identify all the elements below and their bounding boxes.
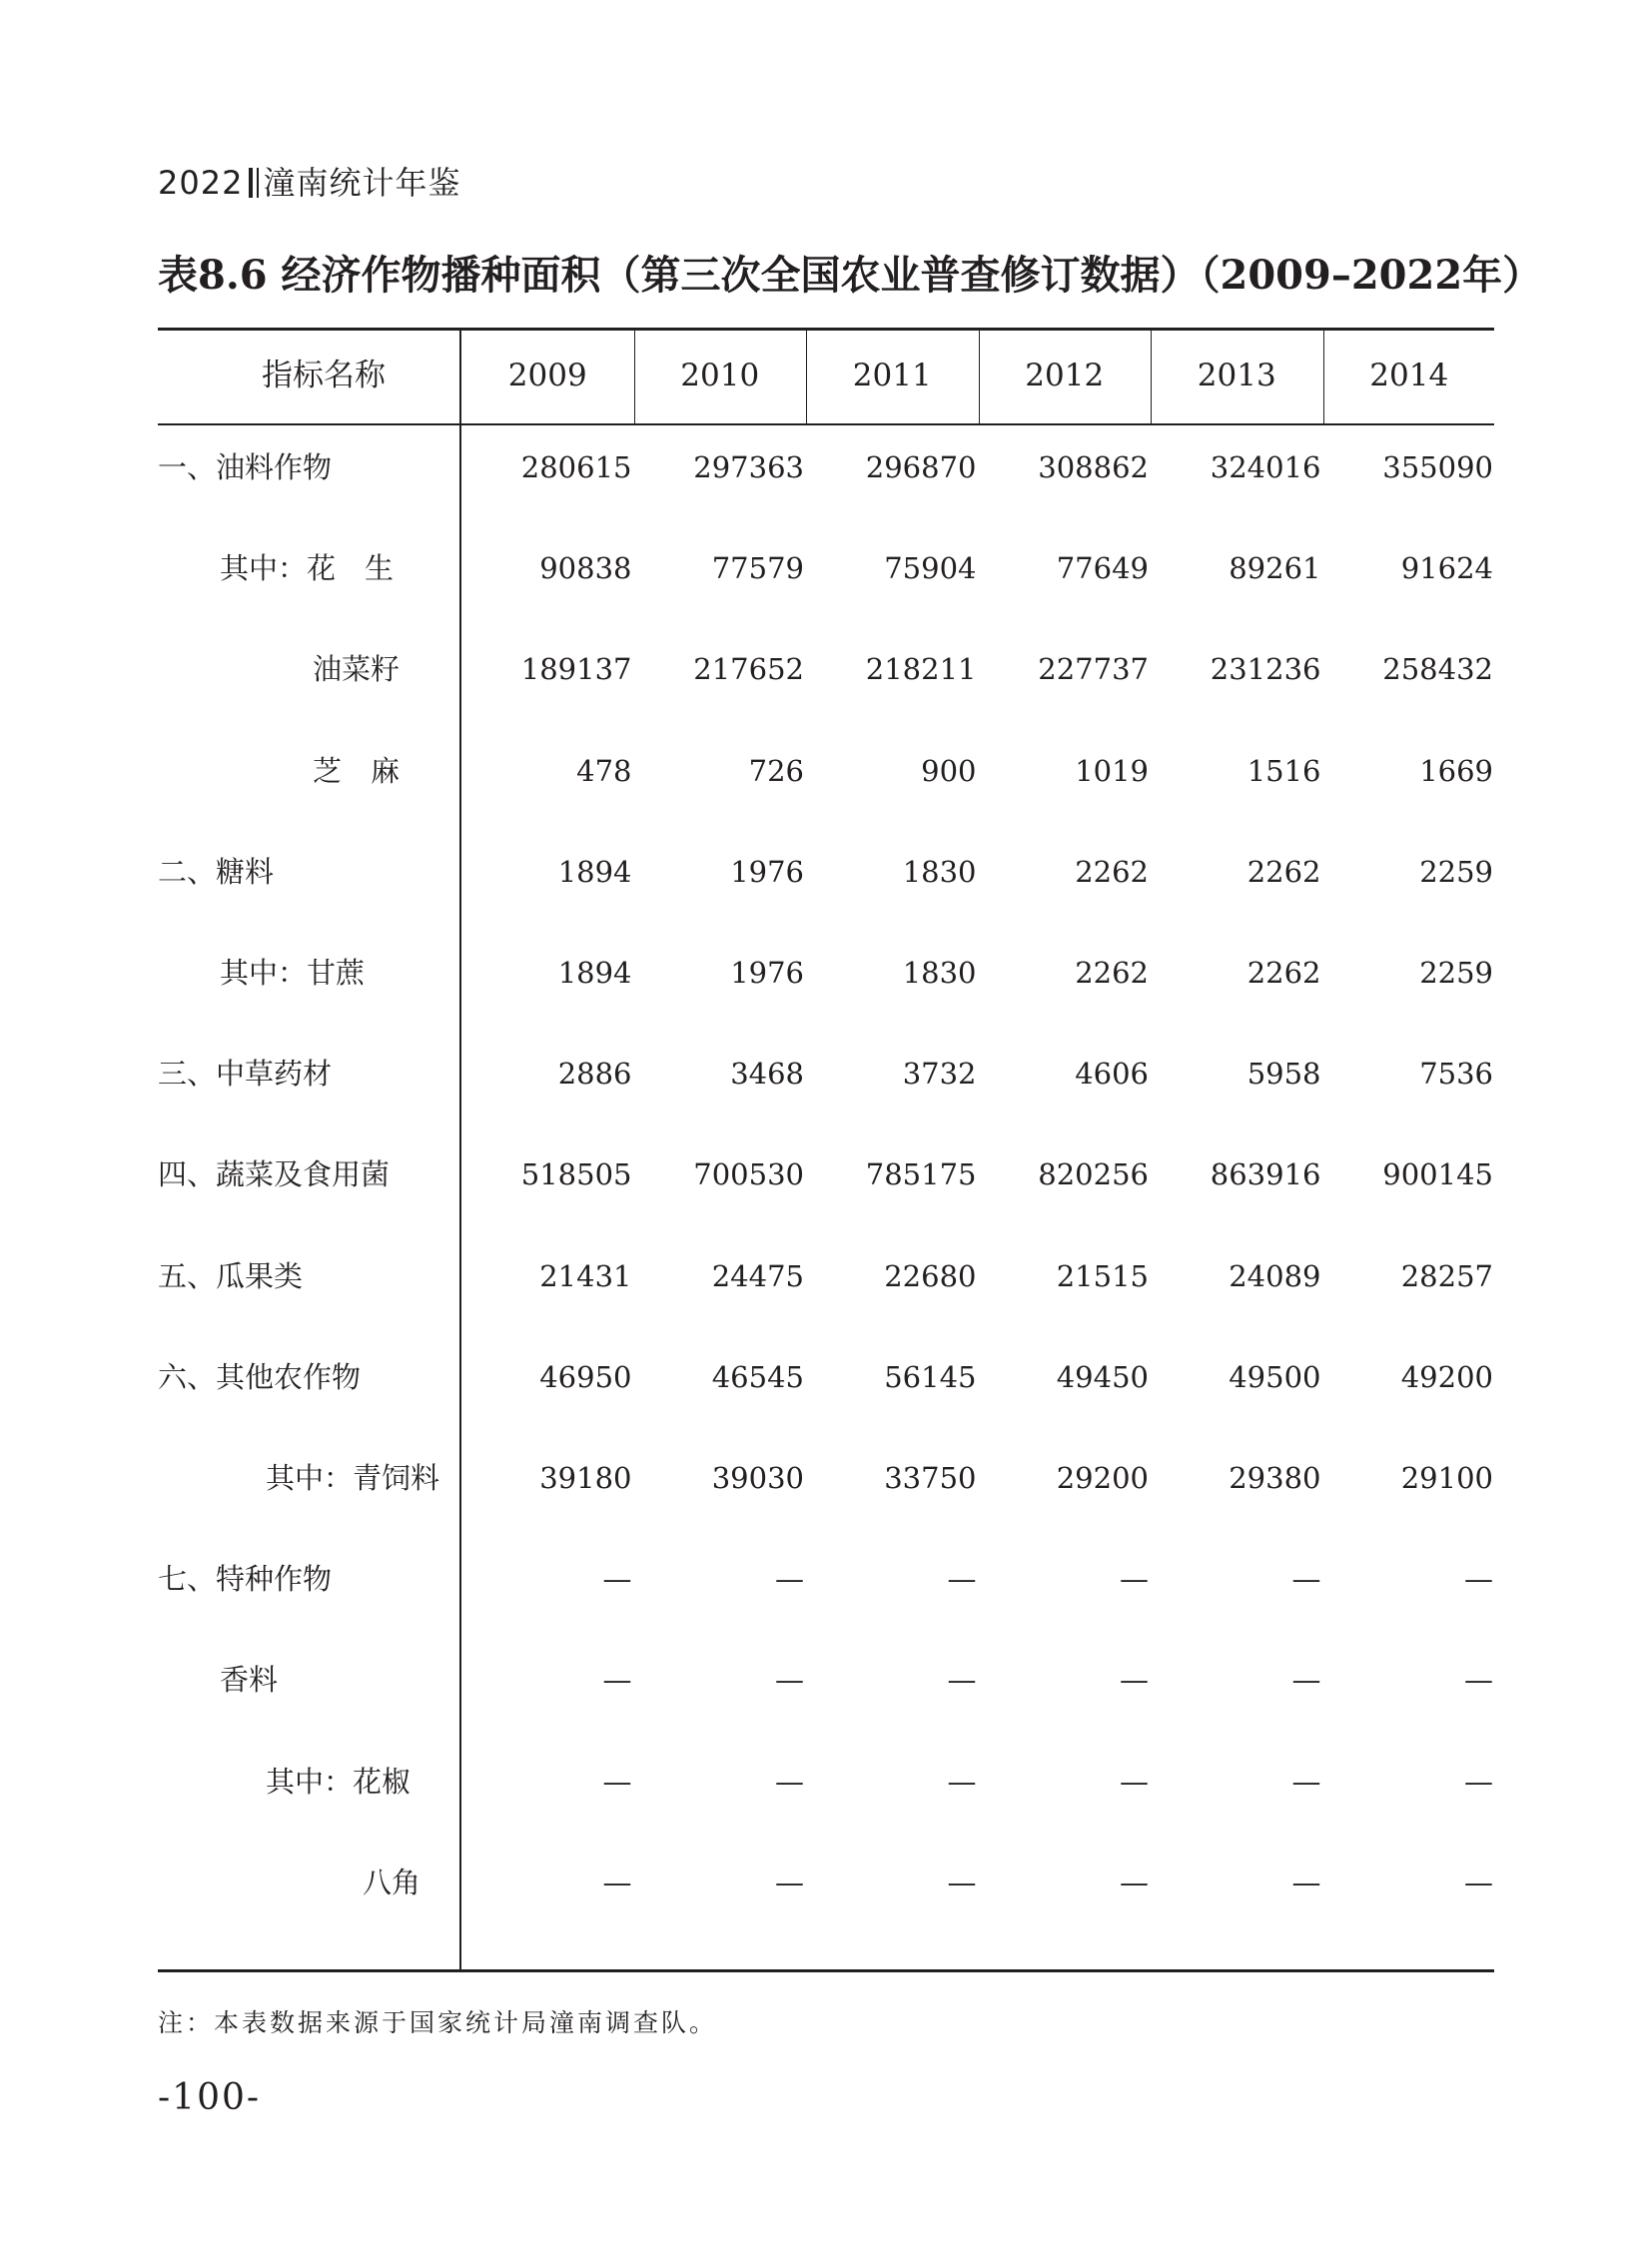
table-cell: — bbox=[775, 1562, 804, 1597]
year-header-0: 2009 bbox=[507, 358, 587, 393]
row-label: 三、中草药材 bbox=[158, 1057, 333, 1092]
row-label: 其中：花 生 bbox=[220, 551, 395, 586]
table-title: 表8.6 经济作物播种面积（第三次全国农业普查修订数据）（2009–2022年） bbox=[158, 252, 1543, 299]
row-label: 芝 麻 bbox=[313, 753, 401, 788]
table-cell: 89261 bbox=[1229, 551, 1321, 586]
table-cell: 217652 bbox=[693, 652, 804, 687]
table-cell: 21431 bbox=[539, 1258, 632, 1293]
table-row bbox=[158, 1246, 1494, 1306]
table-cell: 39180 bbox=[539, 1461, 632, 1495]
table-cell: — bbox=[1464, 1865, 1493, 1899]
table-cell: — bbox=[947, 1764, 977, 1799]
table-cell: 1516 bbox=[1246, 753, 1321, 788]
table-cell: 29380 bbox=[1229, 1461, 1321, 1495]
table-cell: 1669 bbox=[1419, 753, 1493, 788]
row-label: 其中：花椒 bbox=[266, 1764, 412, 1799]
table-cell: 33750 bbox=[884, 1461, 977, 1495]
table-cell: 7536 bbox=[1419, 1057, 1493, 1092]
table-cell: 297363 bbox=[693, 450, 804, 484]
table-row bbox=[158, 1752, 1494, 1812]
table-cell: 900145 bbox=[1382, 1157, 1493, 1192]
table-cell: 1830 bbox=[902, 854, 977, 889]
table-row bbox=[158, 1144, 1494, 1204]
row-label: 其中：青饲料 bbox=[266, 1461, 440, 1495]
table-cell: 518505 bbox=[520, 1157, 632, 1192]
table-cell: 39030 bbox=[711, 1461, 804, 1495]
table-cell: 258432 bbox=[1382, 652, 1493, 687]
table-cell: 1894 bbox=[557, 854, 632, 889]
row-label: 其中：甘蔗 bbox=[220, 956, 366, 990]
table-cell: 2259 bbox=[1419, 854, 1493, 889]
table-cell: — bbox=[947, 1865, 977, 1899]
table-cell: — bbox=[947, 1562, 977, 1597]
table-cell: 478 bbox=[576, 753, 632, 788]
table-row bbox=[158, 1347, 1494, 1407]
table-row bbox=[158, 437, 1494, 497]
table-cell: 2262 bbox=[1075, 956, 1149, 990]
running-header bbox=[158, 158, 460, 204]
table-cell: 24475 bbox=[711, 1258, 804, 1293]
table-cell: — bbox=[1291, 1562, 1321, 1597]
table-cell: 2259 bbox=[1419, 956, 1493, 990]
table-cell: 46950 bbox=[539, 1359, 632, 1394]
table-cell: 1830 bbox=[902, 956, 977, 990]
table-row bbox=[158, 538, 1494, 598]
year-header-4: 2013 bbox=[1197, 358, 1276, 393]
stub-header: 指标名称 bbox=[262, 358, 386, 393]
table-row bbox=[158, 1650, 1494, 1710]
table-cell: 308862 bbox=[1038, 450, 1149, 484]
table-row bbox=[158, 1853, 1494, 1912]
table-cell: — bbox=[1120, 1865, 1149, 1899]
table-cell: 21515 bbox=[1056, 1258, 1149, 1293]
table-cell: — bbox=[775, 1865, 804, 1899]
table-cell: 4606 bbox=[1075, 1057, 1149, 1092]
table-cell: 29100 bbox=[1400, 1461, 1493, 1495]
table-cell: 227737 bbox=[1038, 652, 1149, 687]
page-number: -100- bbox=[158, 2077, 262, 2118]
table-row bbox=[158, 943, 1494, 1003]
table-cell: 77579 bbox=[711, 551, 804, 586]
table-cell: 75904 bbox=[884, 551, 977, 586]
row-label: 油菜籽 bbox=[313, 652, 401, 687]
table-cell: 91624 bbox=[1400, 551, 1493, 586]
table-cell: 77649 bbox=[1056, 551, 1149, 586]
table-row bbox=[158, 1549, 1494, 1609]
table-cell: 231236 bbox=[1210, 652, 1321, 687]
table-cell: — bbox=[775, 1663, 804, 1698]
table-row bbox=[158, 842, 1494, 902]
table-cell: 49200 bbox=[1400, 1359, 1493, 1394]
table-cell: 700530 bbox=[693, 1157, 804, 1192]
table-cell: — bbox=[1120, 1764, 1149, 1799]
table-cell: 28257 bbox=[1400, 1258, 1493, 1293]
table-bottom-rule bbox=[158, 1969, 1494, 1972]
table-cell: — bbox=[602, 1865, 632, 1899]
table-cell: 2262 bbox=[1246, 854, 1321, 889]
row-label: 八角 bbox=[363, 1865, 421, 1899]
table-cell: — bbox=[1291, 1865, 1321, 1899]
table-cell: 726 bbox=[748, 753, 804, 788]
table-cell: — bbox=[775, 1764, 804, 1799]
table-cell: 1019 bbox=[1075, 753, 1149, 788]
table-cell: 46545 bbox=[711, 1359, 804, 1394]
header-divider bbox=[249, 168, 253, 198]
table-row bbox=[158, 1448, 1494, 1508]
table-cell: 49450 bbox=[1056, 1359, 1149, 1394]
table-cell: 2262 bbox=[1075, 854, 1149, 889]
row-label: 二、糖料 bbox=[158, 854, 275, 889]
table-cell: — bbox=[947, 1663, 977, 1698]
table-cell: 49500 bbox=[1229, 1359, 1321, 1394]
table-cell: 22680 bbox=[884, 1258, 977, 1293]
table-cell: — bbox=[1120, 1562, 1149, 1597]
table-cell: 3732 bbox=[902, 1057, 977, 1092]
table-cell: — bbox=[1291, 1764, 1321, 1799]
table-cell: 1976 bbox=[730, 854, 804, 889]
table-cell: 29200 bbox=[1056, 1461, 1149, 1495]
row-label: 六、其他农作物 bbox=[158, 1359, 362, 1394]
table-cell: 2262 bbox=[1246, 956, 1321, 990]
table-cell: — bbox=[602, 1663, 632, 1698]
table-cell: 296870 bbox=[865, 450, 977, 484]
row-label: 香料 bbox=[220, 1663, 279, 1698]
table-cell: 355090 bbox=[1382, 450, 1493, 484]
table-cell: 2886 bbox=[557, 1057, 632, 1092]
year-header-1: 2010 bbox=[680, 358, 760, 393]
table-cell: 3468 bbox=[730, 1057, 804, 1092]
row-label: 一、油料作物 bbox=[158, 450, 333, 484]
table-row bbox=[158, 741, 1494, 801]
year-header-2: 2011 bbox=[852, 358, 932, 393]
header-divider-thin bbox=[257, 168, 259, 198]
table-row bbox=[158, 639, 1494, 699]
table-cell: 56145 bbox=[884, 1359, 977, 1394]
table-cell: 820256 bbox=[1038, 1157, 1149, 1192]
row-label: 七、特种作物 bbox=[158, 1562, 333, 1597]
table-cell: 1894 bbox=[557, 956, 632, 990]
table-cell: — bbox=[1464, 1663, 1493, 1698]
table-cell: 218211 bbox=[865, 652, 977, 687]
year-header-5: 2014 bbox=[1369, 358, 1449, 393]
table-cell: 900 bbox=[921, 753, 977, 788]
table-cell: 24089 bbox=[1229, 1258, 1321, 1293]
table-cell: 863916 bbox=[1210, 1157, 1321, 1192]
table-cell: 189137 bbox=[520, 652, 632, 687]
year-header-3: 2012 bbox=[1025, 358, 1105, 393]
header-year: 2022 bbox=[158, 164, 244, 202]
table-cell: — bbox=[1464, 1764, 1493, 1799]
table-row bbox=[158, 1044, 1494, 1104]
table-cell: — bbox=[1120, 1663, 1149, 1698]
table-cell: 5958 bbox=[1246, 1057, 1321, 1092]
table-note: 注：本表数据来源于国家统计局潼南调查队。 bbox=[158, 2008, 718, 2037]
row-label: 五、瓜果类 bbox=[158, 1258, 304, 1293]
table-cell: 1976 bbox=[730, 956, 804, 990]
table-cell: 280615 bbox=[520, 450, 632, 484]
table-cell: — bbox=[1291, 1663, 1321, 1698]
table-cell: — bbox=[1464, 1562, 1493, 1597]
row-label: 四、蔬菜及食用菌 bbox=[158, 1157, 391, 1192]
header-book-title: 潼南统计年鉴 bbox=[263, 164, 461, 202]
table-cell: 90838 bbox=[539, 551, 632, 586]
table-cell: 785175 bbox=[865, 1157, 977, 1192]
table-cell: — bbox=[602, 1764, 632, 1799]
table-cell: 324016 bbox=[1210, 450, 1321, 484]
table-cell: — bbox=[602, 1562, 632, 1597]
